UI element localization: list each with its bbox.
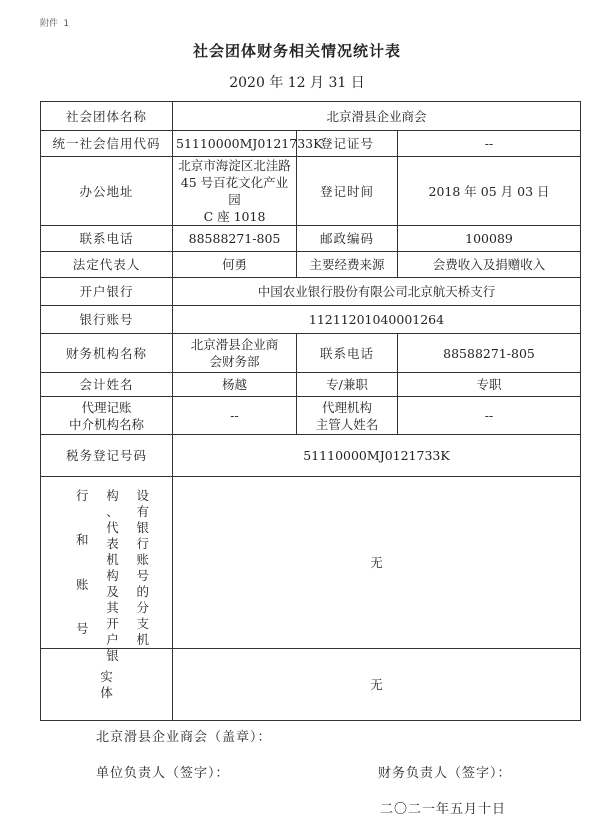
agent-label-line: 代理记账 — [81, 399, 132, 415]
postcode-label: 邮政编码 — [297, 226, 398, 252]
finance-phone-value: 88588271-805 — [398, 334, 581, 373]
entity-value: 无 — [173, 649, 581, 721]
sign-date: 二〇二一年五月十日 — [380, 802, 507, 817]
agent-value: -- — [173, 397, 297, 435]
reg-time-label: 登记时间 — [297, 157, 398, 226]
unit-head-signature: 单位负责人（签字）： — [96, 766, 230, 781]
position-label: 专/兼职 — [297, 373, 398, 397]
tax-value: 51110000MJ0121733K — [173, 435, 581, 477]
funding-value: 会费收入及捐赠收入 — [398, 252, 581, 278]
org-name-value: 北京滑县企业商会 — [173, 102, 581, 131]
address-line: C 座 1018 — [203, 209, 266, 224]
address-value — [173, 157, 297, 226]
accountant-label: 会计姓名 — [41, 373, 173, 397]
finance-phone-label: 联系电话 — [297, 334, 398, 373]
agent-head-label — [297, 397, 398, 435]
report-date: 2020 年 12 月 31 日 — [229, 75, 365, 91]
attachment-note: 附件 1 — [40, 19, 69, 29]
address-line: 北京市海淀区北洼路 — [178, 158, 291, 173]
credit-code-value: 51110000MJ0121733K — [173, 131, 297, 157]
branch-label — [41, 477, 173, 663]
seal-line: 北京滑县企业商会（盖章）： — [96, 730, 272, 745]
finance-org-line: 会财务部 — [209, 354, 260, 369]
finance-org-label: 财务机构名称 — [41, 334, 173, 373]
agent-head-label-line: 代理机构 — [321, 399, 372, 415]
finance-org-value — [173, 334, 297, 373]
branch-label-col2: 构 、 代 表 机 构 及 其 开 户 银 — [106, 487, 119, 663]
phone-value: 88588271-805 — [173, 226, 297, 252]
address-line: 45 号百花文化产业园 — [180, 175, 289, 207]
bank-value: 中国农业银行股份有限公司北京航天桥支行 — [173, 278, 581, 306]
org-name-label: 社会团体名称 — [41, 102, 173, 131]
position-value: 专职 — [398, 373, 581, 397]
accountant-value: 杨越 — [173, 373, 297, 397]
agent-label — [41, 397, 173, 435]
legal-rep-label: 法定代表人 — [41, 252, 173, 278]
finance-org-line: 北京滑县企业商 — [190, 337, 279, 352]
account-value: 11211201040001264 — [173, 306, 581, 334]
branch-label-col1: 行 和 账 号 — [76, 487, 89, 637]
agent-head-label-line: 主管人姓名 — [315, 416, 379, 432]
agent-label-line: 中介机构名称 — [68, 416, 144, 432]
branch-value: 无 — [173, 477, 581, 649]
account-label: 银行账号 — [41, 306, 173, 334]
entity-label-col: 实 体 — [100, 668, 113, 700]
phone-label: 联系电话 — [41, 226, 173, 252]
branch-label-col3: 设 有 银 行 账 号 的 分 支 机 — [136, 487, 149, 647]
finance-head-signature: 财务负责人（签字）： — [378, 766, 512, 781]
agent-head-value: -- — [398, 397, 581, 435]
funding-label: 主要经费来源 — [297, 252, 398, 278]
reg-time-value: 2018 年 05 月 03 日 — [398, 157, 581, 226]
credit-code-label: 统一社会信用代码 — [41, 131, 173, 157]
legal-rep-value: 何勇 — [173, 252, 297, 278]
statistics-table — [40, 101, 581, 721]
postcode-value: 100089 — [398, 226, 581, 252]
page-title: 社会团体财务相关情况统计表 — [192, 42, 401, 60]
address-label: 办公地址 — [41, 157, 173, 226]
reg-cert-value: -- — [398, 131, 581, 157]
reg-cert-label: 登记证号 — [297, 131, 398, 157]
bank-label: 开户银行 — [41, 278, 173, 306]
tax-label: 税务登记号码 — [41, 435, 173, 477]
